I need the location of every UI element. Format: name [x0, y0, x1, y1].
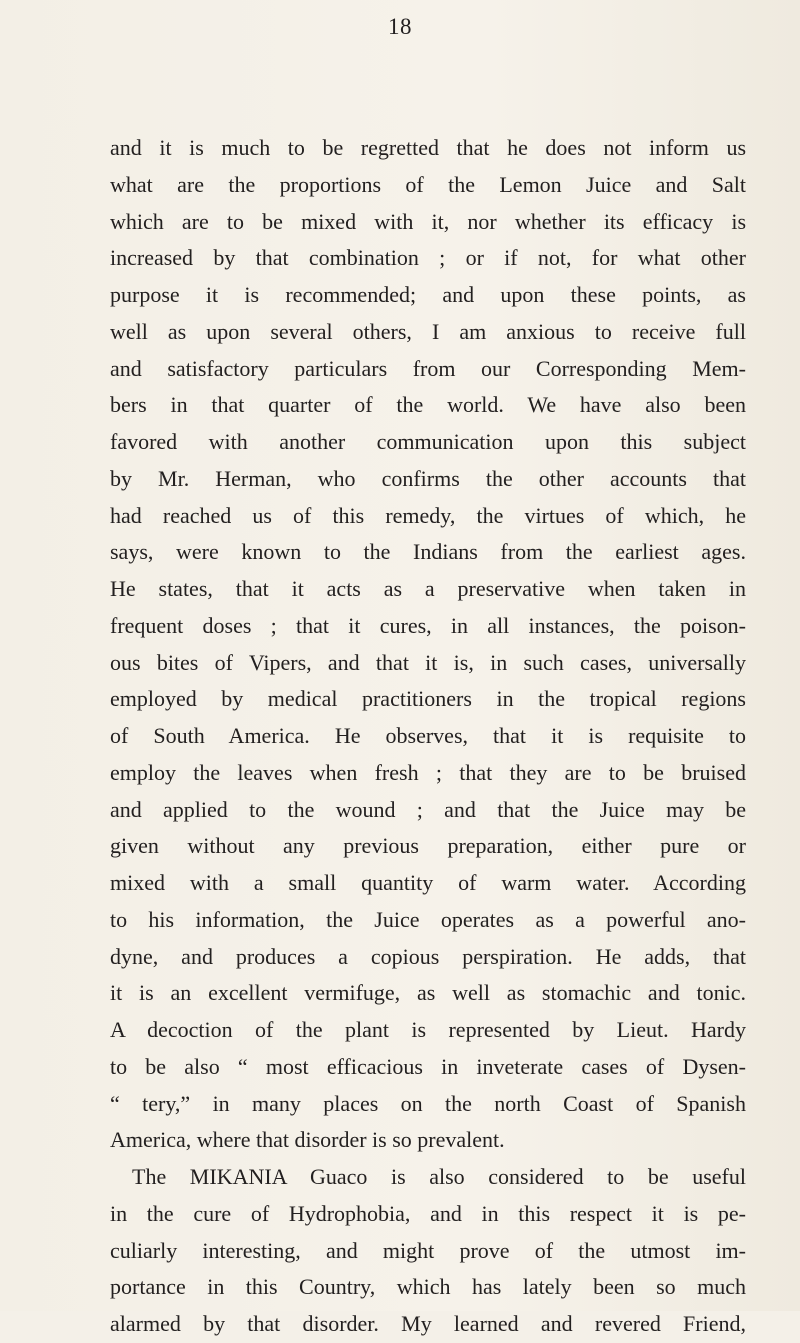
text-line: increased by that combination ; or if not, for what other [110, 245, 746, 271]
text-line: “ tery,” in many places on the north Coast of Spanish [110, 1090, 746, 1116]
text-line: well as upon several others, I am anxious to receive full [110, 318, 746, 344]
text-line: bers in that quarter of the world. We have also been [110, 392, 746, 418]
text-line: to his information, the Juice operates as a powerful ano- [110, 906, 746, 932]
text-line: and it is much to be regretted that he does not inform us [110, 135, 746, 160]
text-line: culiarly interesting, and might prove of the utmost im- [110, 1237, 746, 1263]
text-line: had reached us of this remedy, the virtues of which, he [110, 502, 746, 528]
text-line: alarmed by that disorder. My learned and revered Friend, [110, 1311, 746, 1336]
text-line: dyne, and produces a copious perspiration. He adds, that [110, 943, 746, 969]
text-line: mixed with a small quantity of warm water. According [110, 870, 746, 895]
text-line: says, were known to the Indians from the earliest ages. [110, 539, 746, 565]
text-line: He states, that it acts as a preservative when taken in [110, 576, 746, 601]
text-line: A decoction of the plant is represented by Lieut. Hardy [110, 1017, 746, 1042]
text-line: to be also “ most efficacious in inveterate cases of Dysen- [110, 1053, 746, 1079]
text-line: it is an excellent vermifuge, as well as stomachic and tonic. [110, 980, 746, 1006]
text-line: The MIKANIA Guaco is also considered to be useful [132, 1164, 746, 1189]
page-number: 18 [388, 14, 412, 39]
text-line: and satisfactory particulars from our Corresponding Mem- [110, 355, 746, 381]
text-line: in the cure of Hydrophobia, and in this respect it is pe- [110, 1200, 746, 1226]
body-text [110, 130, 746, 1343]
text-line: favored with another communication upon this subject [110, 429, 746, 454]
text-line: what are the proportions of the Lemon Juice and Salt [110, 171, 746, 197]
text-line: America, where that disorder is so prevalent. [110, 1127, 505, 1153]
text-line: portance in this Country, which has lately been so much [110, 1274, 746, 1300]
text-line: employ the leaves when fresh ; that they are to be bruised [110, 759, 746, 785]
text-line: ous bites of Vipers, and that it is, in such cases, universally [110, 649, 746, 675]
text-line: purpose it is recommended; and upon these points, as [110, 282, 746, 307]
text-line: of South America. He observes, that it is requisite to [110, 723, 746, 748]
text-line: employed by medical practitioners in the tropical regions [110, 686, 746, 712]
text-line: given without any previous preparation, either pure or [110, 833, 746, 859]
text-line: by Mr. Herman, who confirms the other accounts that [110, 465, 746, 491]
text-line: frequent doses ; that it cures, in all instances, the poison- [110, 612, 746, 638]
text-line: and applied to the wound ; and that the Juice may be [110, 796, 746, 822]
text-line: which are to be mixed with it, nor whether its efficacy is [110, 208, 746, 234]
